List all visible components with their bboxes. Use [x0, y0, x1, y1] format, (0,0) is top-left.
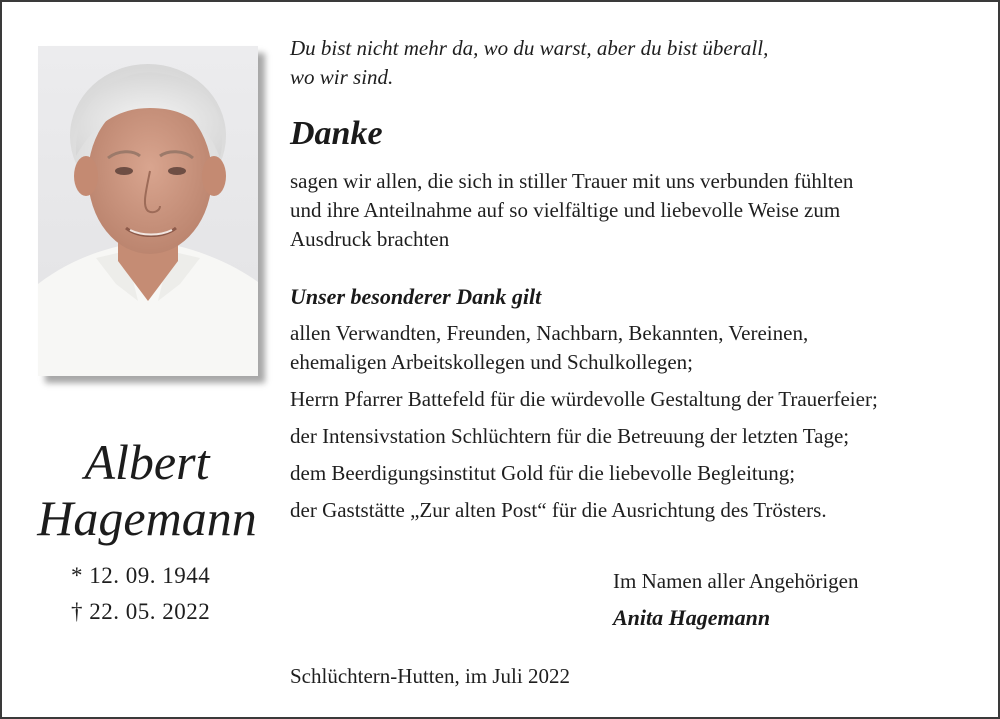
deceased-first-name: Albert — [84, 434, 210, 490]
motto-line: wo wir sind. — [290, 65, 394, 89]
thanks-line: allen Verwandten, Freunden, Nachbarn, Bekannten, Vereinen, — [290, 321, 809, 345]
thanks-line: Herrn Pfarrer Battefeld für die würdevolle Gestaltung der Trauerfeier; — [290, 387, 878, 411]
thanks-item — [290, 385, 990, 414]
birth-date: * 12. 09. 1944 — [71, 563, 211, 588]
signer-name: Anita Hagemann — [613, 605, 771, 630]
intro-line: Ausdruck brachten — [290, 227, 450, 251]
thanks-item — [290, 319, 990, 377]
special-thanks-heading: Unser besonderer Dank gilt — [290, 284, 542, 309]
thanks-line: der Intensivstation Schlüchtern für die Betreuung der letzten Tage; — [290, 424, 850, 448]
portrait-photo — [38, 46, 258, 376]
thanks-item — [290, 459, 990, 488]
intro-line: sagen wir allen, die sich in stiller Trauer mit uns verbunden fühlten — [290, 169, 854, 193]
deceased-last-name: Hagemann — [37, 490, 257, 546]
thanks-item — [290, 422, 990, 451]
special-thanks-list — [290, 319, 990, 533]
intro-line: und ihre Anteilnahme auf so vielfältige und liebevolle Weise zum — [290, 198, 841, 222]
motto-quote — [290, 34, 930, 92]
thanks-item — [290, 496, 990, 525]
motto-line: Du bist nicht mehr da, wo du warst, aber du bist überall, — [290, 36, 769, 60]
heading-danke: Danke — [290, 115, 383, 152]
place-and-date: Schlüchtern-Hutten, im Juli 2022 — [290, 664, 570, 688]
thanks-line: dem Beerdigungsinstitut Gold für die liebevolle Begleitung; — [290, 461, 796, 485]
thanks-line: ehemaligen Arbeitskollegen und Schulkollegen; — [290, 350, 693, 374]
thanks-line: der Gaststätte „Zur alten Post“ für die Ausrichtung des Trösters. — [290, 498, 827, 522]
signoff-text: Im Namen aller Angehörigen — [613, 569, 859, 593]
death-date: † 22. 05. 2022 — [71, 599, 211, 624]
intro-paragraph — [290, 167, 980, 254]
